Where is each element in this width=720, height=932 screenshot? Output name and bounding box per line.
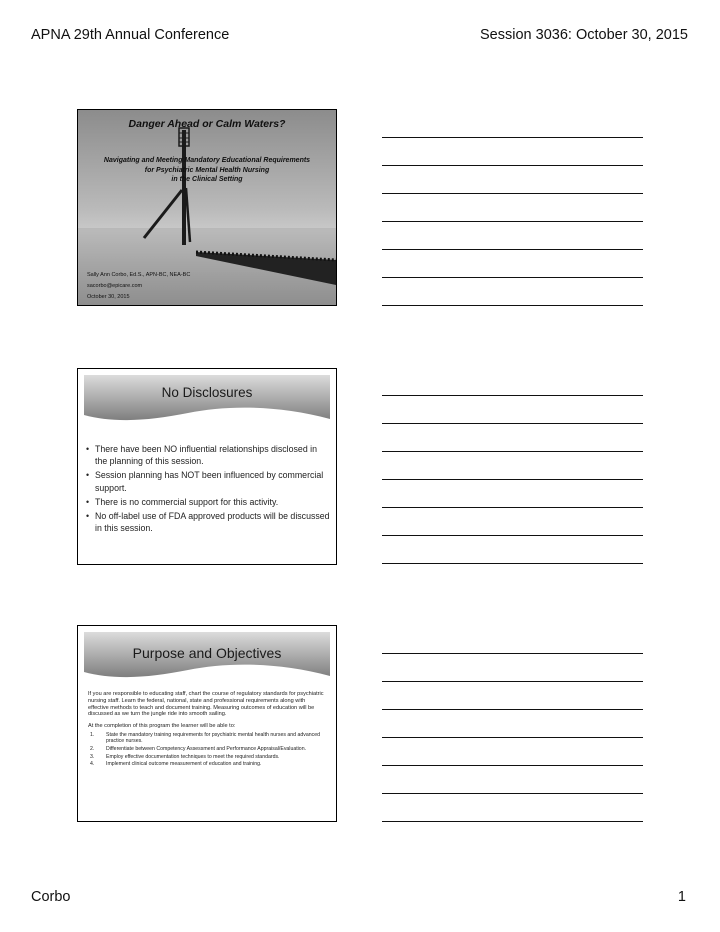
presenter-email: sacorbo@epicare.com (87, 283, 143, 289)
presentation-date: October 30, 2015 (87, 294, 130, 300)
footer-author: Corbo (31, 889, 71, 905)
slide-no-disclosures (77, 368, 337, 565)
slide-title-thumbnail (77, 109, 337, 306)
slide-body (88, 691, 326, 769)
list-item: 1. State the mandatory training requirements for psychiatric mental health nurses and advanced practice nurses. (90, 731, 320, 745)
objectives-list (88, 732, 326, 768)
list-item: • There is no commercial support for this activity. (86, 496, 330, 508)
list-item: 2. Differentiate between Competency Assessment and Performance Appraisal/Evaluation. (90, 745, 307, 752)
slide-purpose-objectives (77, 625, 337, 822)
header-session-date: Session 3036: October 30, 2015 (480, 27, 688, 43)
slide-title: Danger Ahead or Calm Waters? (128, 118, 286, 130)
slide-subtitle: Navigating and Meeting Mandatory Educational Requirements for Psychiatric Mental Health Nursing in the Clinical Setting (103, 157, 311, 183)
slide-title: No Disclosures (161, 385, 253, 400)
slide-banner (78, 369, 336, 435)
disclosure-list (86, 443, 330, 536)
page-number: 1 (677, 889, 686, 905)
list-item: • No off-label use of FDA approved products will be discussed in this session. (86, 510, 330, 534)
objectives-lead: At the completion of this program the learner will be able to: (88, 723, 236, 730)
list-item: 4. Implement clinical outcome measurement of education and training. (90, 761, 262, 768)
header-conference-title: APNA 29th Annual Conference (31, 27, 230, 43)
purpose-paragraph: If you are responsible to educating staff, chart the course of regulatory standards for psychiatric nursing staff. Learn the federal, national, state and professional requirements along with effective methods to teach and document training. Measuring outcomes of education will be discussed as we turn the jungle ride into smooth sailing. (88, 691, 324, 718)
list-item: • There have been NO influential relationships disclosed in the planning of this session. (86, 443, 330, 467)
presenter-name: Sally Ann Corbo, Ed.S., APN-BC, NEA-BC (87, 272, 191, 278)
slide-title: Purpose and Objectives (132, 645, 282, 661)
list-item: 3. Employ effective documentation techniques to meet the required standards. (90, 753, 280, 760)
list-item: • Session planning has NOT been influenced by commercial support. (86, 469, 330, 493)
